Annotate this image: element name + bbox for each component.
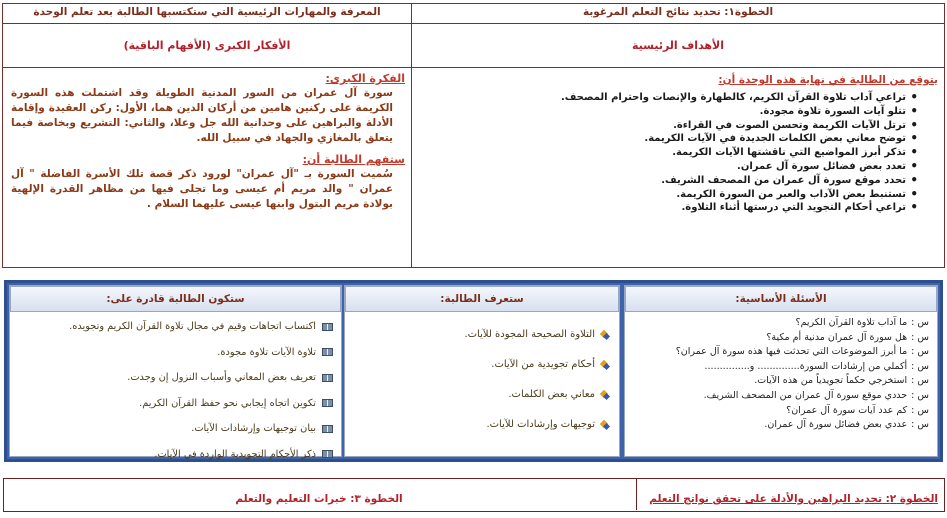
diamond-bullet-icon: [601, 331, 609, 339]
top-table: [2, 3, 945, 268]
knowledge-skills-title: المعرفة والمهارات الرئيسية التي ستكتسبها الطالبة بعد تعلم الوحدة: [3, 4, 411, 24]
ability-item: بيان توجيهات وإرشادات الآيات.: [14, 416, 333, 442]
goal-item: • توضح معاني بعض الكلمات الجديدة في الآيات الكريمة.: [416, 132, 920, 146]
knowledge-list: [345, 312, 619, 440]
goals-heading: يتوقع من الطالبة في نهاية هذه الوحدة أن:: [718, 74, 938, 86]
abilities-header: ستكون الطالبة قادرة على:: [10, 286, 341, 312]
knowledge-item: توجيهات وإرشادات للآيات.: [349, 410, 609, 440]
book-icon: [322, 348, 333, 356]
big-idea-cell: [3, 68, 411, 267]
book-icon: [322, 450, 333, 458]
bottom-steps: [3, 478, 945, 512]
questions-list: [625, 312, 937, 433]
knowledge-item: أحكام تجويدية من الآيات.: [349, 350, 609, 380]
ability-item: ذكر الأحكام التجويدية الواردة في الآيات.: [14, 442, 333, 468]
goal-item: • تعدد بعض فضائل سورة آل عمران.: [416, 160, 920, 174]
question-row: س : استخرجي حكماً تجويدياً من هذه الآيات.: [754, 375, 929, 387]
question-row: س : عددي بعض فضائل سورة آل عمران.: [764, 419, 929, 431]
goals-list: [416, 91, 938, 215]
step2-cell: [636, 479, 944, 510]
goal-item: • تراعي آداب تلاوة القرآن الكريم، كالطهارة والإنصات واحترام المصحف.: [416, 91, 920, 105]
understanding-heading: ستفهم الطالبة أن:: [302, 153, 405, 166]
step3-cell: [6, 479, 632, 510]
goal-item: • ترتل الآيات الكريمة وتحسن الصوت في القراءة.: [416, 119, 920, 133]
ability-item: تكوين اتجاه إيجابي نحو حفظ القرآن الكريم.: [14, 391, 333, 417]
diamond-bullet-icon: [601, 421, 609, 429]
ability-item: تلاوة الآيات تلاوة مجودة.: [14, 340, 333, 366]
understanding-text: سُميت السورة بـ "آل عمران" لورود ذكر قصة تلك الأسرة الفاضلة " آل عمران " والد مريم أم عيسى وما تجلى فيها من مظاهر القدرة الإلهية بولادة مريم البتول وابنها عيسى عليهما السلام .: [11, 168, 393, 210]
step2-title: الخطوة ٢: تحديد البراهين والأدلة على تحقق نواتج التعلم: [649, 493, 938, 505]
ability-item: اكتساب اتجاهات وقيم في مجال تلاوة القرآن الكريم وتجويده.: [14, 314, 333, 340]
knowledge-column: [344, 285, 620, 457]
book-icon: [322, 374, 333, 382]
questions-header: الأسئلة الأساسية:: [625, 286, 937, 312]
diamond-bullet-icon: [601, 391, 609, 399]
book-icon: [322, 323, 333, 331]
book-icon: [322, 425, 333, 433]
step3-title: الخطوة ٣: خبرات التعليم والتعلم: [235, 493, 403, 505]
question-row: س : ما أبرز الموضوعات التي تحدثت فيها هذه سورة آل عمران؟: [675, 346, 929, 358]
goal-item: • تراعي أحكام التجويد التي درستها أثناء التلاوة.: [416, 201, 920, 215]
abilities-list: [10, 312, 341, 467]
diamond-bullet-icon: [601, 361, 609, 369]
question-row: س : هل سورة آل عمران مدنية أم مكية؟: [766, 331, 929, 343]
goals-cell: [411, 68, 944, 267]
question-row: س : أكملي من إرشادات السورة.............. و...............: [704, 360, 929, 372]
goal-item: • تتلو آيات السورة تلاوة مجودة.: [416, 105, 920, 119]
question-row: س : حددي موقع سورة آل عمران من المصحف الشريف.: [703, 389, 929, 401]
abilities-column: [9, 285, 342, 460]
question-row: س : كم عدد آيات سورة آل عمران؟: [786, 404, 929, 416]
goal-item: • تذكر أبرز المواضيع التي ناقشتها الآيات الكريمة.: [416, 146, 920, 160]
knowledge-item: التلاوة الصحيحة المجودة للآيات.: [349, 320, 609, 350]
knowledge-item: معاني بعض الكلمات.: [349, 380, 609, 410]
book-icon: [322, 399, 333, 407]
essential-table: [4, 280, 943, 462]
big-idea-heading: الفكرة الكبرى:: [325, 72, 405, 85]
goal-item: • تستنبط بعض الآداب والعبر من السورة الكريمة.: [416, 188, 920, 202]
big-ideas-header: الأفكار الكبرى (الأفهام الباقية): [3, 24, 411, 68]
knowledge-header: ستعرف الطالبة:: [345, 286, 619, 312]
ability-item: تعريف بعض المعاني وأسباب النزول إن وجدت.: [14, 365, 333, 391]
goal-item: • تحدد موقع سورة آل عمران من المصحف الشريف.: [416, 174, 920, 188]
question-row: س : ما آداب تلاوة القرآن الكريم؟: [795, 317, 929, 328]
step1-title: الخطوة١: تحديد نتائج التعلم المرغوبة: [411, 4, 944, 24]
big-idea-text: سورة آل عمران من السور المدنية الطويلة وقد اشتملت هذه السورة الكريمة على ركنين هامين من أركان الدين هما، الأول: ركن العقيدة وإقامة الأدلة والبراهين على وحدانية الله جل وعلا، والثاني: التشريع وبخاصة فيما يتعلق بالمغازي والجهاد في سبيل الله.: [11, 87, 393, 144]
main-goals-header: الأهداف الرئيسية: [411, 24, 944, 68]
questions-column: [624, 285, 938, 457]
